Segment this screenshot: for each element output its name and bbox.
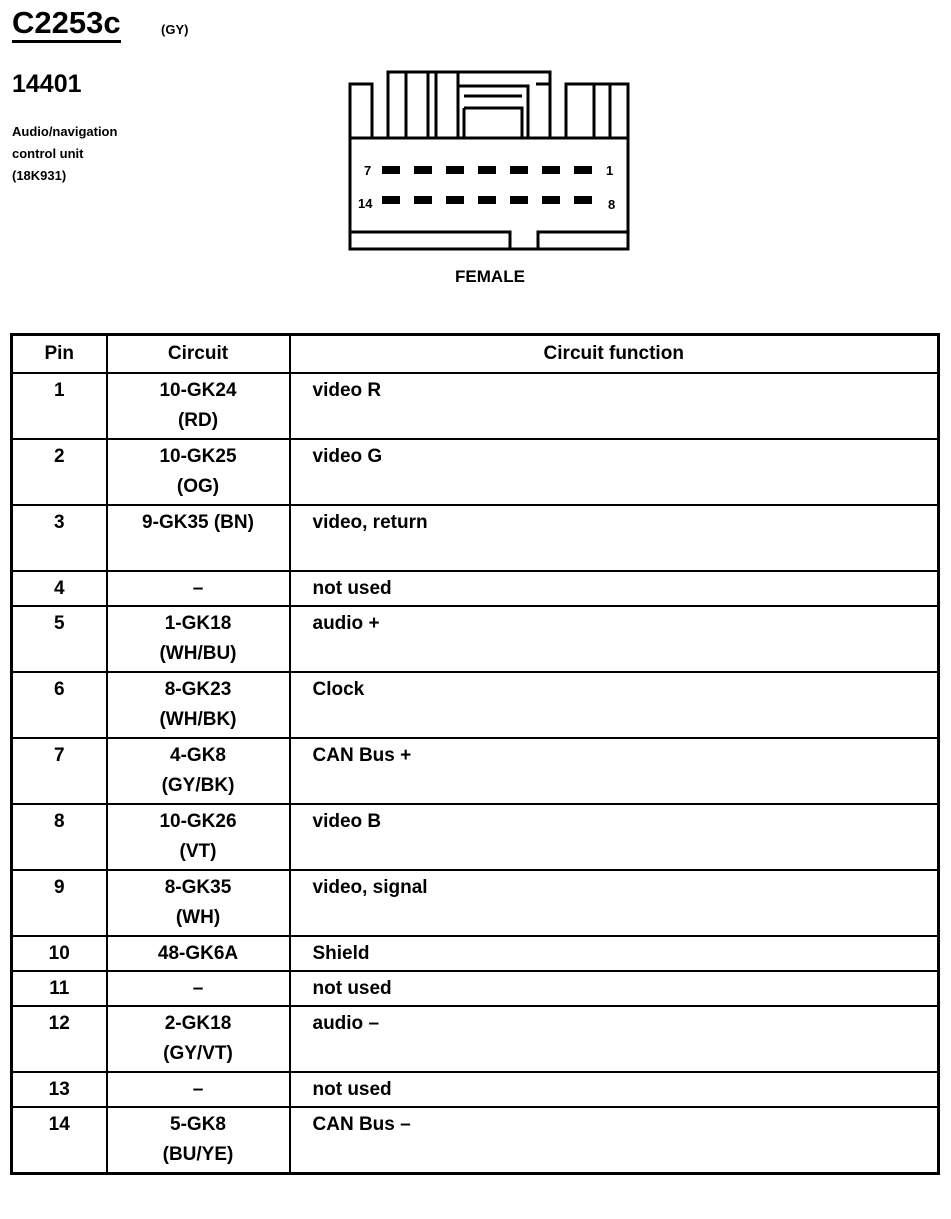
pin-cavity — [382, 196, 400, 204]
circuit-line: 9-GK35 (BN) — [142, 512, 254, 533]
circuit-line: 1-GK18 — [164, 613, 232, 634]
pin-cavity — [382, 166, 400, 174]
circuit-function: video R — [290, 373, 939, 439]
circuit-cell — [107, 1107, 290, 1174]
pin-cavity — [542, 196, 560, 204]
circuit-line: 10-GK25 — [159, 446, 237, 467]
latch-outline — [406, 72, 528, 138]
latch-right — [536, 84, 610, 138]
connector-gender: FEMALE — [455, 267, 525, 286]
connector-id: C2253c — [12, 6, 121, 43]
circuit-function: Shield — [290, 936, 939, 971]
pin-number: 3 — [12, 505, 107, 571]
table-row — [12, 870, 939, 936]
circuit-cell — [107, 606, 290, 672]
circuit-function: video G — [290, 439, 939, 505]
pin-cavity — [478, 196, 496, 204]
circuit-function: video B — [290, 804, 939, 870]
pin-cavity — [414, 196, 432, 204]
circuit-function: Clock — [290, 672, 939, 738]
pin-label-bottom-left: 14 — [358, 196, 373, 211]
table-row — [12, 1072, 939, 1107]
table-row — [12, 936, 939, 971]
table-row — [12, 672, 939, 738]
pin-number: 5 — [12, 606, 107, 672]
circuit-cell — [107, 672, 290, 738]
circuit-line: 5-GK8 — [170, 1114, 226, 1135]
circuit-function: not used — [290, 571, 939, 606]
circuit-line: (GY/VT) — [163, 1043, 233, 1064]
circuit-function: CAN Bus + — [290, 738, 939, 804]
circuit-cell — [107, 1006, 290, 1072]
connector-housing — [350, 72, 628, 249]
circuit-line: 8-GK23 — [164, 679, 232, 700]
circuit-line: (RD) — [177, 410, 219, 431]
circuit-line: (WH) — [175, 907, 221, 928]
circuit-line: 10-GK26 — [159, 811, 237, 832]
circuit-function: video, return — [290, 505, 939, 571]
pin-number: 7 — [12, 738, 107, 804]
circuit-cell — [107, 505, 290, 571]
table-row — [12, 738, 939, 804]
circuit-cell — [107, 373, 290, 439]
table-row — [12, 606, 939, 672]
table-row — [12, 571, 939, 606]
table-row — [12, 505, 939, 571]
pin-number: 13 — [12, 1072, 107, 1107]
circuit-line: – — [192, 1079, 204, 1100]
pin-cavity — [446, 196, 464, 204]
description-line: Audio/navigation — [12, 124, 118, 139]
circuit-cell — [107, 1072, 290, 1107]
circuit-cell — [107, 439, 290, 505]
circuit-cell — [107, 571, 290, 606]
table-row — [12, 804, 939, 870]
description-line: control unit — [12, 146, 84, 161]
pin-number: 4 — [12, 571, 107, 606]
connector-face-diagram — [340, 64, 632, 254]
table-row — [12, 373, 939, 439]
component-description — [12, 121, 117, 187]
circuit-line: (WH/BU) — [159, 643, 237, 664]
pin-number: 11 — [12, 971, 107, 1006]
circuit-function: not used — [290, 971, 939, 1006]
pin-cavity — [574, 166, 592, 174]
pin-table — [10, 333, 940, 1175]
pin-label-bottom-right: 8 — [608, 197, 616, 212]
circuit-line: (GY/BK) — [161, 775, 235, 796]
pin-cavity — [510, 166, 528, 174]
pin-label-top-left: 7 — [364, 163, 372, 178]
circuit-cell — [107, 870, 290, 936]
header-circuit-function: Circuit function — [290, 335, 939, 374]
circuit-line: (OG) — [176, 476, 220, 497]
pin-number: 12 — [12, 1006, 107, 1072]
pin-cavity — [542, 166, 560, 174]
circuit-cell — [107, 738, 290, 804]
circuit-function: CAN Bus – — [290, 1107, 939, 1174]
table-row — [12, 439, 939, 505]
pin-cavity — [574, 196, 592, 204]
pin-label-top-right: 1 — [606, 163, 614, 178]
pin-cavity — [478, 166, 496, 174]
circuit-line: 10-GK24 — [159, 380, 237, 401]
pin-cavity — [446, 166, 464, 174]
circuit-line: 2-GK18 — [164, 1013, 232, 1034]
pin-number: 8 — [12, 804, 107, 870]
circuit-line: (BU/YE) — [162, 1144, 234, 1165]
connector-color: (GY) — [161, 22, 189, 37]
circuit-function: audio – — [290, 1006, 939, 1072]
bottom-key — [350, 232, 628, 249]
pin-number: 2 — [12, 439, 107, 505]
circuit-function: audio + — [290, 606, 939, 672]
table-row — [12, 1107, 939, 1174]
circuit-line: 8-GK35 — [164, 877, 232, 898]
circuit-cell — [107, 971, 290, 1006]
pin-number: 14 — [12, 1107, 107, 1174]
circuit-line: (VT) — [179, 841, 217, 862]
table-row — [12, 1006, 939, 1072]
pin-cavity — [510, 196, 528, 204]
circuit-function: video, signal — [290, 870, 939, 936]
circuit-line: 48-GK6A — [157, 943, 239, 964]
circuit-line: – — [192, 578, 204, 599]
circuit-line: 4-GK8 — [170, 745, 226, 766]
description-line: (18K931) — [12, 168, 67, 183]
header-circuit: Circuit — [107, 335, 290, 374]
table-row — [12, 971, 939, 1006]
pin-number: 1 — [12, 373, 107, 439]
circuit-cell — [107, 936, 290, 971]
pin-number: 6 — [12, 672, 107, 738]
circuit-line: (WH/BK) — [159, 709, 237, 730]
part-number: 14401 — [12, 70, 82, 98]
pin-number: 10 — [12, 936, 107, 971]
circuit-cell — [107, 804, 290, 870]
header-pin: Pin — [12, 335, 107, 374]
circuit-function: not used — [290, 1072, 939, 1107]
circuit-line: – — [192, 978, 204, 999]
table-header-row — [12, 335, 939, 374]
pin-cavity — [414, 166, 432, 174]
pin-number: 9 — [12, 870, 107, 936]
